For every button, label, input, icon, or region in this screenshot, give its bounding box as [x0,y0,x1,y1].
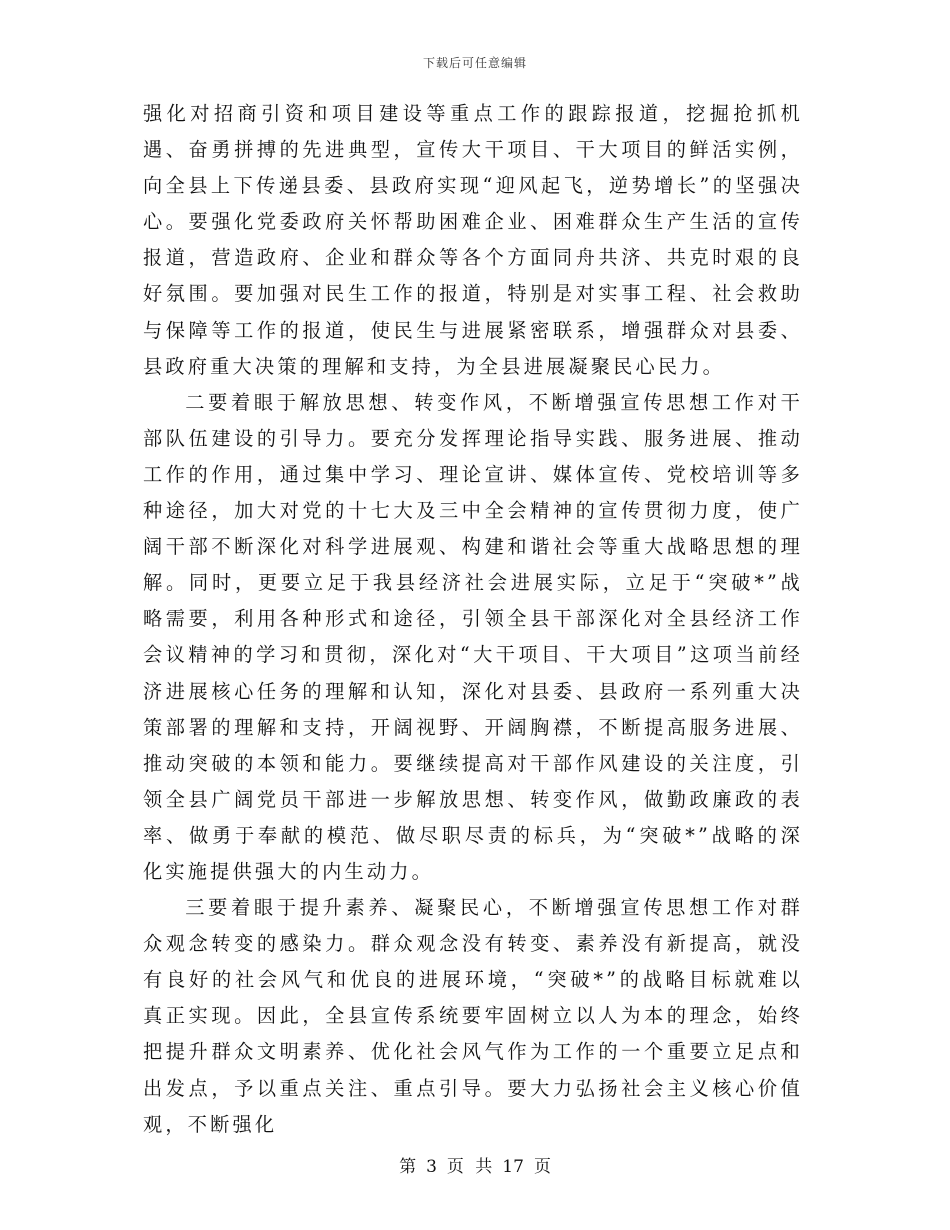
footer-middle: 页 共 [446,1157,493,1177]
paragraph-continuation: 强化对招商引资和项目建设等重点工作的跟踪报道，挖掘抢抓机遇、奋勇拼搏的先进典型，宣传大干项目、干大项目的鲜活实例，向全县上下传递县委、县政府实现“迎风起飞，逆势增长”的坚强决心。要强化党委政府关怀帮助困难企业、困难群众生产生活的宣传报道，营造政府、企业和群众等各个方面同舟共济、共克时艰的良好氛围。要加强对民生工作的报道，特别是对实事工程、社会救助与保障等工作的报道，使民生与进展紧密联系，增强群众对县委、县政府重大决策的理解和支持，为全县进展凝聚民心民力。 [143,102,803,378]
footer-prefix: 第 [399,1157,417,1177]
page-footer [0,1152,950,1177]
paragraph-second-point: 二要着眼于解放思想、转变作风，不断增强宣传思想工作对干部队伍建设的引导力。要充分发挥理论指导实践、服务进展、推动工作的作用，通过集中学习、理论宣讲、媒体宣传、党校培训等多种途径，加大对党的十七大及三中全会精神的宣传贯彻力度，使广阔干部不断深化对科学进展观、构建和谐社会等重大战略思想的理解。同时，更要立足于我县经济社会进展实际，立足于“突破*”战略需要，利用各种形式和途径，引领全县干部深化对全县经济工作会议精神的学习和贯彻，深化对“大干项目、干大项目”这项当前经济进展核心任务的理解和认知，深化对县委、县政府一系列重大决策部署的理解和支持，开阔视野、开阔胸襟，不断提高服务进展、推动突破的本领和能力。要继续提高对干部作风建设的关注度，引领全县广阔党员干部进一步解放思想、转变作风，做勤政廉政的表率、做勇于奉献的模范、做尽职尽责的标兵，为“突破*”战略的深化实施提供强大的内生动力。 [143,390,803,883]
current-page-number: 3 [426,1157,437,1177]
paragraph-third-point: 三要着眼于提升素养、凝聚民心，不断增强宣传思想工作对群众观念转变的感染力。群众观念没有转变、素养没有新提高，就没有良好的社会风气和优良的进展环境，“突破*”的战略目标就难以真正实现。因此，全县宣传系统要牢固树立以人为本的理念，始终把提升群众文明素养、优化社会风气作为工作的一个重要立足点和出发点，予以重点关注、重点引导。要大力弘扬社会主义核心价值观，不断强化 [143,896,803,1136]
download-note: 下载后可任意编辑 [422,56,527,70]
document-body [143,96,803,1143]
footer-suffix: 页 [533,1157,551,1177]
total-page-count: 17 [502,1157,524,1177]
